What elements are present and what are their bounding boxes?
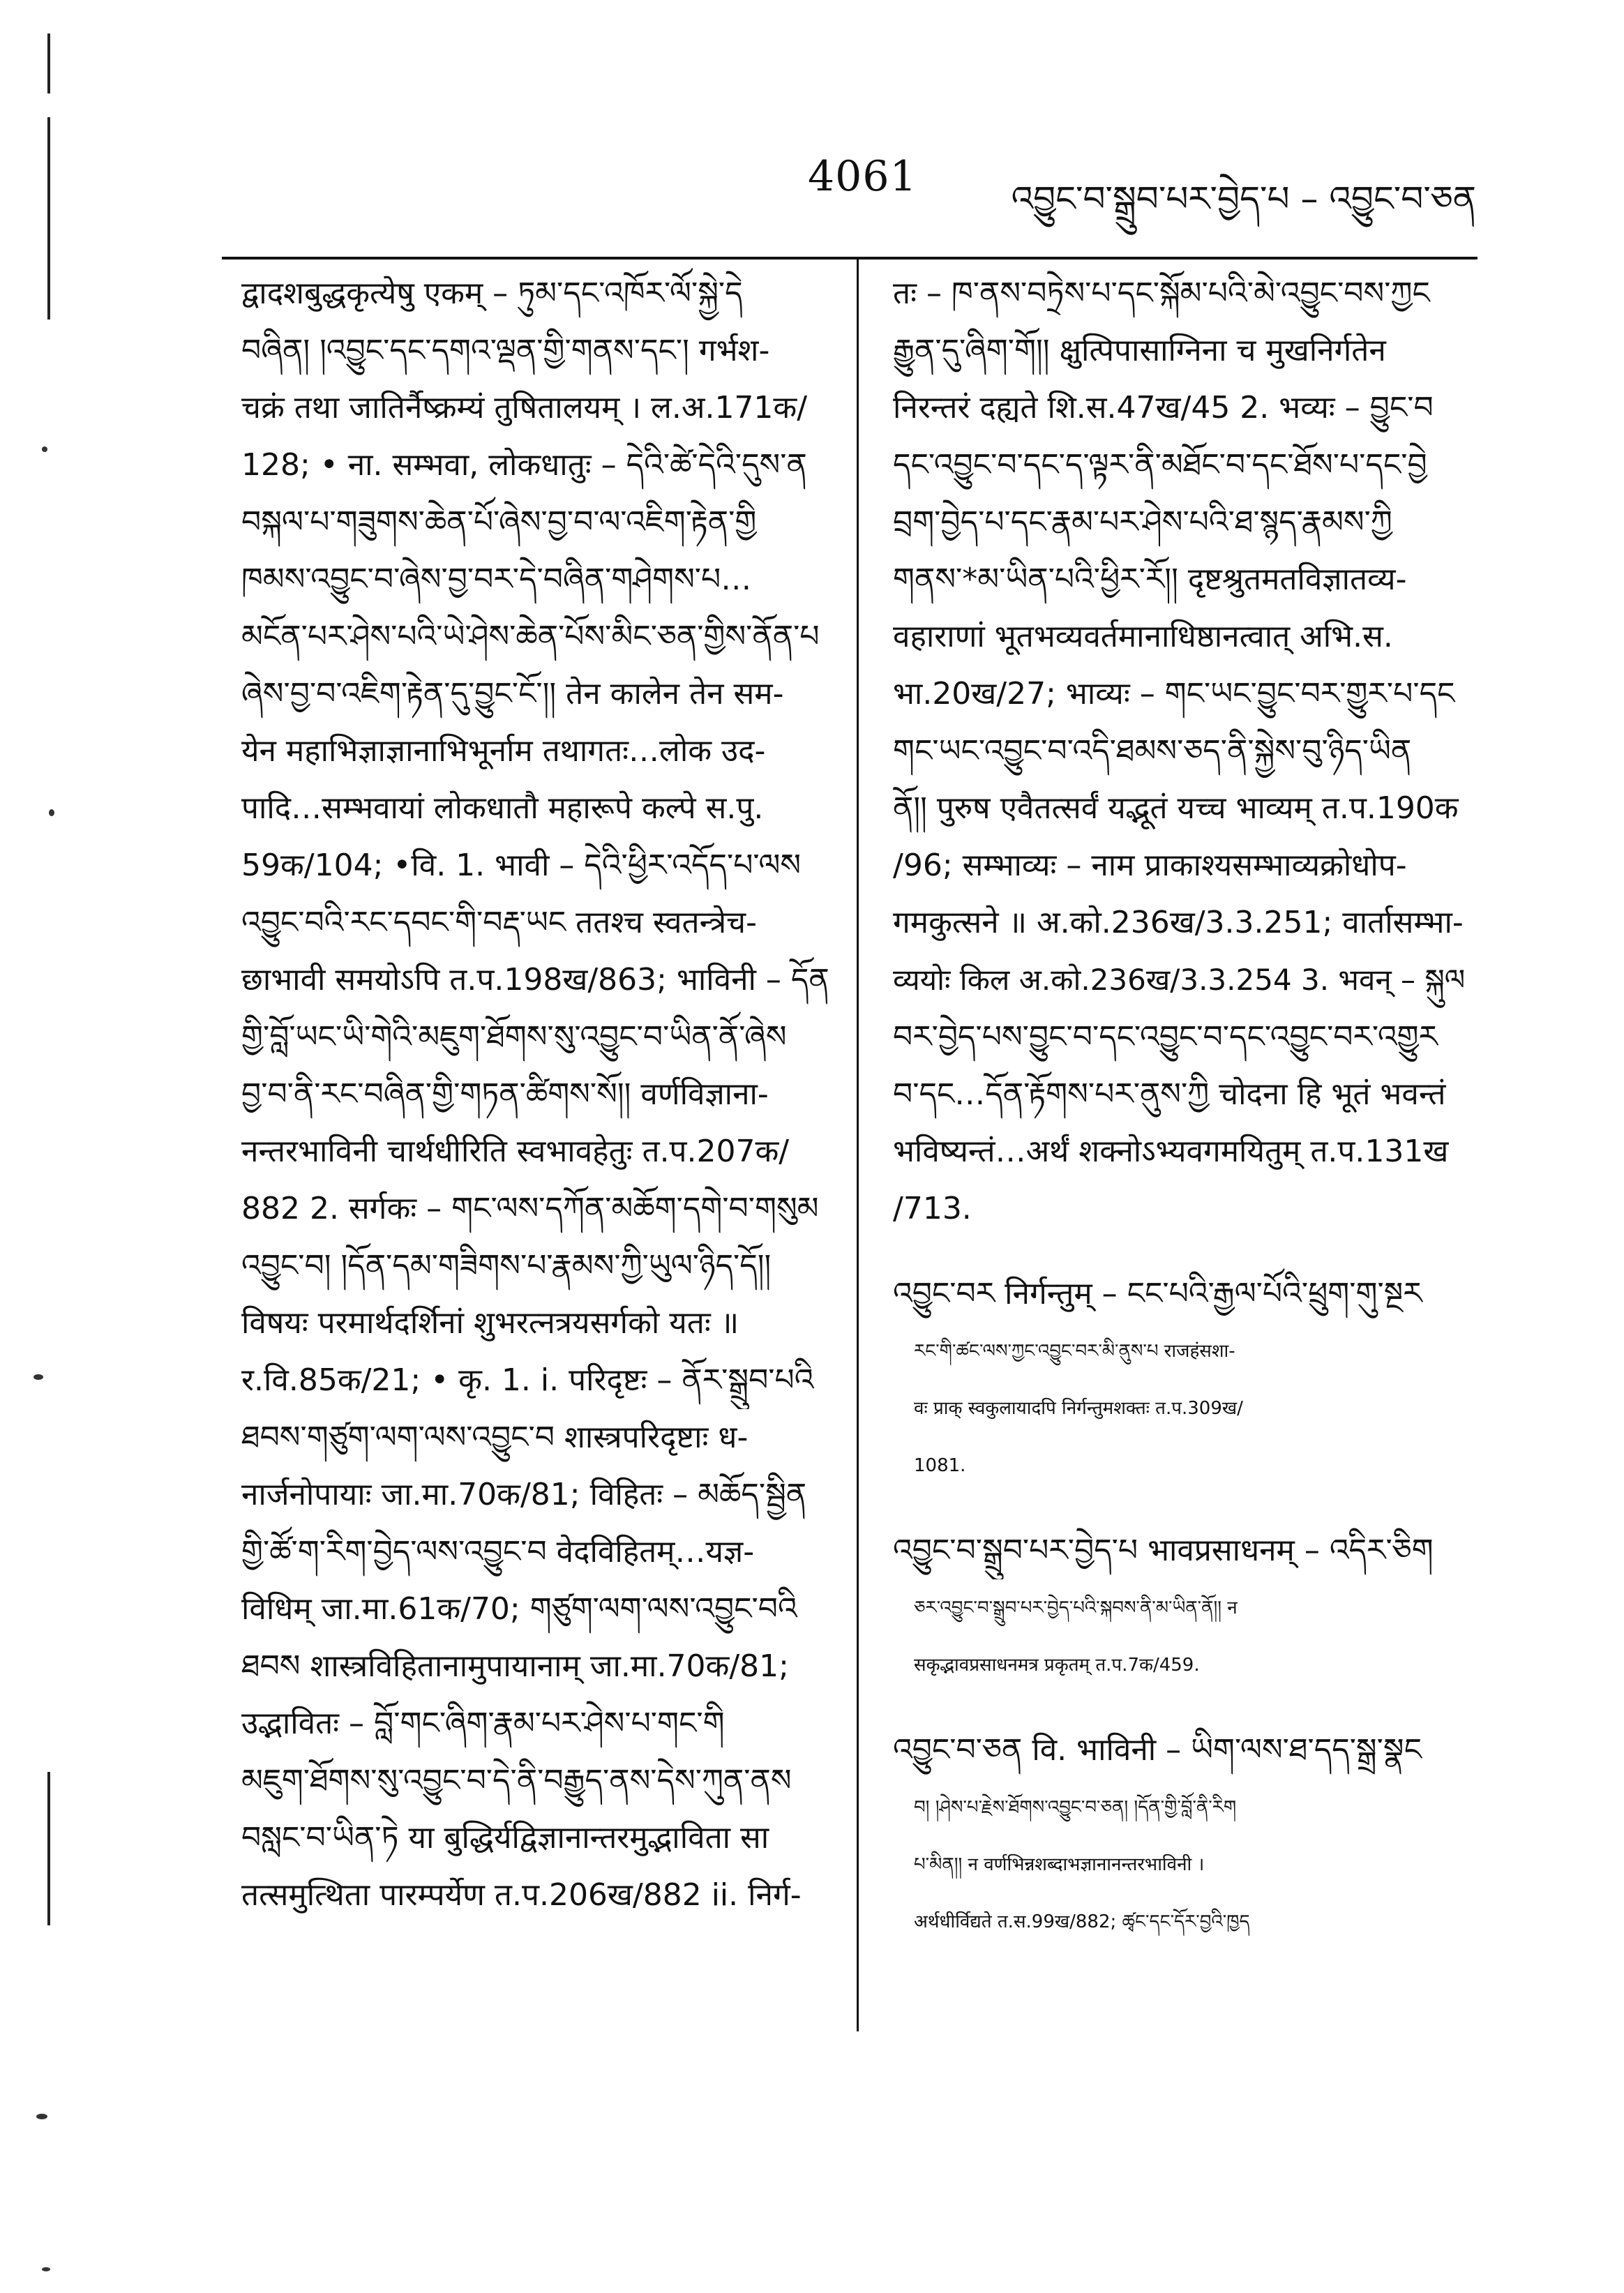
text-line: 882 2. सर्गकः – གང་ལས་དཀོན་མཆོག་དགེ་བ་གསུམ <box>241 1191 819 1226</box>
text-line: पादि…सम्भवायां लोकधातौ महारूपे कल्पे स.पु. <box>241 790 764 826</box>
text-line: गमकुत्सने ॥ अ.को.236ख/3.3.251; वार्तासम्भा- <box>893 905 1464 940</box>
text-line: བཞིན། །འབྱུང་དང་དགའ་ལྡན་གྱི་གནས་དང་། गर्भश- <box>241 333 770 368</box>
text-line: འབྱུང་བར निर्गन्तुम् – ངང་པའི་རྒྱལ་པོའི་ཕྲུག་གུ་སྔར <box>893 1276 1422 1311</box>
text-line: द्वादशबुद्धकृत्येषु एकम् – ཏུམ་དང་འཁོར་ལོ་སྐྱེ་དེ <box>241 276 743 311</box>
text-line: सकृद्भावप्रसाधनमत्र प्रकृतम् त.प.7क/459. <box>914 1655 1200 1676</box>
text-line: ནོ།། पुरुष एवैतत्सर्वं यद्भूतं यच्च भाव्यम् त.प.190क <box>893 790 1459 826</box>
page-number: 4061 <box>808 152 917 201</box>
text-line: དང་འབྱུང་བ་དང་ད་ལྟར་ནི་མཐོང་བ་དང་ཐོས་པ་དང་བྱེ <box>893 447 1427 483</box>
text-line: येन महाभिज्ञाज्ञानाभिभूर्नाम तथागतः…लोक उद- <box>241 733 766 769</box>
text-line: འབྱུང་བ་སྒྲུབ་པར་བྱེད་པ भावप्रसाधनम् – འདིར་ཅིག <box>893 1533 1434 1568</box>
text-line: र.वि.85क/21; • कृ. 1. i. परिदृष्टः – ནོར་སྒྲུབ་པའི <box>241 1362 814 1398</box>
text-line: བ་དང…དོན་རྟོགས་པར་ནུས་ཀྱི चोदना हि भूतं भवन्तं <box>893 1076 1446 1112</box>
dictionary-entry <box>893 1265 1472 1494</box>
left-column <box>241 265 834 1924</box>
text-line: གནས་*མ་ཡིན་པའི་ཕྱིར་རོ།། दृष्टश्रुतमतविज्ञातव्य- <box>893 562 1407 597</box>
running-head: འབྱུང་བ་སྒྲུབ་པར་བྱེད་པ – འབྱུང་བ་ཅན <box>1011 179 1476 219</box>
text-line: འབྱུང་བའི་རང་དབང་གི་བརྡ་ཡང ततश्च स्वतन्त्रेच- <box>241 905 758 940</box>
text-line: བསྐལ་པ་གཟུགས་ཆེན་པོ་ཞེས་བྱ་བ་ལ་འཇིག་རྟེན་གྱི <box>241 504 757 540</box>
column-divider <box>857 260 859 2031</box>
scan-speck <box>36 2114 47 2119</box>
text-line: མངོན་པར་ཤེས་པའི་ཡེ་ཤེས་ཆེན་པོས་མིང་ཅན་གྱིས་ནོན་པ <box>241 619 820 654</box>
text-line: འབྱུང་བ། །དོན་དམ་གཟིགས་པ་རྣམས་ཀྱི་ཡུལ་ཉིད་དོ།། <box>241 1248 772 1284</box>
text-line: नन्तरभाविनी चार्थधीरिति स्वभावहेतुः त.प.207क/ <box>241 1134 790 1169</box>
text-line: वः प्राक् स्वकुलायादपि निर्गन्तुमशक्तः त.प.309ख/ <box>914 1398 1243 1419</box>
text-line: ཞེས་བྱ་བ་འཇིག་རྟེན་དུ་བྱུང་ངོ་།། तेन कालेन तेन सम- <box>241 676 784 712</box>
text-line: བར་བྱེད་པས་བྱུང་བ་དང་འབྱུང་བ་དང་འབྱུང་བར་འགྱུར <box>893 1019 1438 1055</box>
text-line: भविष्यन्तं…अर्थं शक्नोऽभ्यवगमयितुम् त.प.131ख <box>893 1134 1449 1169</box>
text-line: བ། །ཤེས་པ་རྗེས་ཐོགས་འབྱུང་བ་ཅན། །དོན་གྱི་བློ་ནི་རིག <box>914 1797 1237 1818</box>
scan-margin-line <box>47 33 50 93</box>
text-line: བསླང་བ་ཡིན་ཏེ या बुद्धिर्यद्विज्ञानान्तरमुद्भाविता सा <box>241 1820 769 1856</box>
text-line: भा.20ख/27; भाव्यः – གང་ཡང་བྱུང་བར་གྱུར་པ་དང <box>893 676 1455 712</box>
scan-speck <box>42 446 47 452</box>
text-line: བྲག་བྱེད་པ་དང་རྣམ་པར་ཤེས་པའི་ཐ་སྙད་རྣམས་ཀྱི <box>893 504 1392 540</box>
text-line: གང་ཡང་འབྱུང་བ་འདི་ཐམས་ཅད་ནི་སྐྱེས་བུ་ཉིད་ཡིན <box>893 733 1412 769</box>
text-line: तः – ཁ་ནས་བཏྲེས་པ་དང་སྐོམ་པའི་མེ་འབྱུང་བས་ཀྱང <box>893 276 1430 311</box>
right-column <box>893 265 1472 1950</box>
header-rule <box>222 257 1478 260</box>
text-line: 1081. <box>914 1455 966 1476</box>
scan-speck <box>42 2267 50 2271</box>
text-line: विषयः परमार्थदर्शिनां शुभरत्नत्रयसर्गको यतः ॥ <box>241 1305 739 1341</box>
dictionary-entry <box>893 1522 1472 1694</box>
text-line: वहाराणां भूतभव्यवर्तमानाधिष्ठानत्वात् अभि.स. <box>893 619 1393 654</box>
text-line: གྱི་ཚོ་ག་རིག་བྱེད་ལས་འབྱུང་བ वेदविहितम्…यज्ञ- <box>241 1534 755 1570</box>
text-line: ཐབས शास्त्रविहितानामुपायानाम् जा.मा.70क/81; <box>241 1648 789 1684</box>
text-line: /713. <box>893 1191 972 1226</box>
text-line: འབྱུང་བ་ཅན वि. भाविनी – ཡིག་ལས་ཐ་དད་སྒྲ་སྣང <box>893 1732 1422 1768</box>
scan-margin-line <box>47 1772 50 1925</box>
text-line: 59क/104; •वि. 1. भावी – དེའི་ཕྱིར་འདོད་པ་ལས <box>241 848 802 883</box>
text-line: པ་མིན།། न वर्णभिन्नशब्दाभज्ञानानन्तरभाविनी । <box>914 1854 1205 1875</box>
text-line: ཅར་འབྱུང་བ་སྒྲུབ་པར་བྱེད་པའི་སྐབས་ནི་མ་ཡིན་ནོ།། न <box>914 1597 1238 1618</box>
text-line: རང་གི་ཚང་ལས་ཀྱང་འབྱུང་བར་མི་ནུས་པ राजहंसशा- <box>914 1341 1235 1362</box>
text-line: གྱི་བློ་ཡང་ཡི་གེའི་མཇུག་ཐོགས་སུ་འབྱུང་བ་ཡིན་ནོ་ཞེས <box>241 1019 787 1055</box>
text-line: उद्भावितः – བློ་གང་ཞིག་རྣམ་པར་ཤེས་པ་གང་གི <box>241 1706 725 1741</box>
text-line: तत्समुत्थिता पारम्पर्येण त.प.206ख/882 ii. निर्ग- <box>241 1877 802 1913</box>
text-line: विधिम् जा.मा.61क/70; གཙུག་ལག་ལས་འབྱུང་བའི <box>241 1591 797 1627</box>
text-line: 128; • ना. सम्भवा, लोकधातुः – དེའི་ཚེ་དེའི་དུས་ན <box>241 447 807 483</box>
text-line: चक्रं तथा जातिर्नैष्क्रम्यं तुषितालयम् । ल.अ.171क/ <box>241 390 808 426</box>
text-line: छाभावी समयोऽपि त.प.198ख/863; भाविनी – དོན <box>241 962 829 998</box>
text-line: व्ययोः किल अ.को.236ख/3.3.254 3. भवन् – སྐུལ <box>893 963 1466 997</box>
text-line: བྱ་བ་ནི་རང་བཞིན་གྱི་གཏན་ཚིགས་སོ།། वर्णविज्ञाना- <box>241 1076 769 1112</box>
text-line: རྒྱུན་དུ་ཞིག་གོ།། क्षुत्पिपासाग्निना च मुखनिर्गतेन <box>893 333 1386 368</box>
text-line: नार्जनोपायाः जा.मा.70क/81; विहितः – མཆོད་སྦྱིན <box>241 1477 807 1512</box>
scan-margin-line <box>47 117 50 319</box>
scan-speck <box>49 809 54 816</box>
text-line: अर्थधीर्विद्यते त.स.99ख/882; ཚྭང་དང་དོར་བྱའི་ཁྱད <box>914 1911 1250 1932</box>
text-line: ཁམས་འབྱུང་བ་ཞེས་བྱ་བར་དེ་བཞིན་གཤེགས་པ… <box>241 562 752 597</box>
scan-speck <box>33 1374 43 1380</box>
dictionary-entry <box>893 265 1472 1238</box>
text-line: निरन्तरं दह्यते शि.स.47ख/45 2. भव्यः – བྱུང་བ <box>893 390 1434 426</box>
text-line: /96; सम्भाव्यः – नाम प्राकाश्यसम्भाव्यक्रोधोप- <box>893 848 1407 883</box>
dictionary-entry <box>893 1722 1472 1950</box>
text-line: ཐབས་གཙུག་ལག་ལས་འབྱུང་བ शास्त्रपरिदृष्टाः ध- <box>241 1420 749 1455</box>
text-line: མཇུག་ཐོགས་སུ་འབྱུང་བ་དེ་ནི་བརྒྱུད་ནས་དེས་ཀུན་ནས <box>241 1763 792 1798</box>
